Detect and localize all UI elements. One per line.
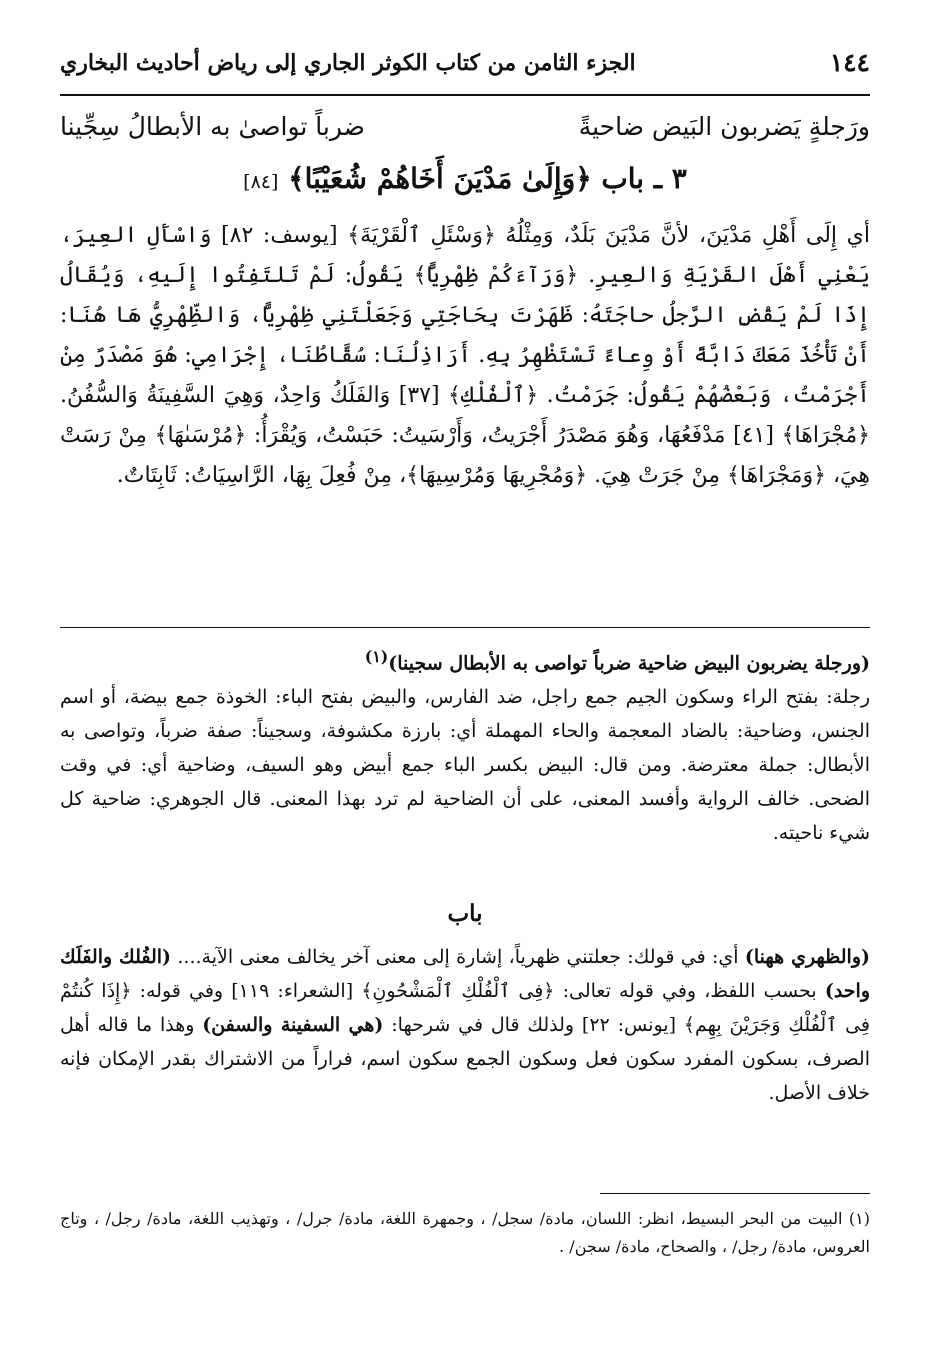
running-title: الجزء الثامن من كتاب الكوثر الجاري إلى رياض أحاديث البخاري <box>60 50 636 76</box>
commentary-term: (والظهري ههنا) <box>744 946 870 968</box>
main-paragraph: أي إِلَى أَهْلِ مَدْيَنَ، لأنَّ مَدْيَنَ بَلَدٌ، وَمِثْلُهُ ﴿وَسْئَلِ ٱلْقَرْيَةَ﴾ [يوسف: ٨٢] وَاسْأَلِ العِيرَ، يَعْنِي أَهْلَ القَرْيَةِ وَالعِيرِ. ﴿وَرَآءَكُمْ ظِهْرِيًّا﴾ يَقُولُ: لَمْ تَلتَفِتُوا إِلَيهِ، وَيُقَالُ إِذَا لَمْ يَقْضِ الرَّجلُ حاجَتَهُ: ظَهَرْتَ بِحَاجَتِي وَجَعَلْتَنِي ظِهْرِيًّا، وَالظِّهْرِيُّ هَا هُنَا: أَنْ تَأْخُذَ مَعَكَ دَابَّةً أَوْ وِعاءً تَسْتَظْهِرُ بِهِ. أَرَاذِلُنَا: سُقَّاطُنَا، إِجْرَامِي: هُوَ مَصْدَرٌ مِنْ أَجْرَمْتُ، وَبَعْضُهُمْ يَقُولُ: جَرَمْتُ. ﴿ٱلْفُلْكِ﴾ [٣٧] وَالفَلَكُ وَاحِدٌ، وَهِيَ السَّفِينَةُ وَالسُّفُنُ. ﴿مُجْرَاهَا﴾ [٤١] مَدْفَعُهَا، وَهُوَ مَصْدَرُ أَجْرَيتُ، وَأَرْسَيتُ: حَبَسْتُ، وَيُقْرَأُ: ﴿مُرْسَىٰهَا﴾ مِنْ رَسَتْ هِيَ، ﴿وَمَجْرَاهَا﴾ مِنْ جَرَتْ هِيَ. ﴿وَمُجْرِيهَا وَمُرْسِيهَا﴾، مِنْ فُعِلَ بِهَا، الرَّاسِيَاتُ: ثَابِتَاتٌ. <box>60 223 871 488</box>
chapter-title: ٣ ـ باب ﴿وَإِلَىٰ مَدْيَنَ أَخَاهُمْ شُعَيْبًا﴾ <box>288 162 687 195</box>
poem-hemistich-second: ضرباً تواصىٰ به الأبطالُ سِجِّينا <box>60 112 365 141</box>
chapter-heading <box>60 162 870 208</box>
commentary-text: وهذا ما قاله أهل الصرف، بسكون المفرد سكون فعل وسكون الجمع سكون اسم، فراراً من الاشتراك بقدر الإمكان فإنه خلاف الأصل. <box>60 1014 870 1104</box>
commentary-title: (ورجلة يضربون البيض ضاحية ضرباً تواصى به الأبطال سجينا) <box>388 652 870 675</box>
bab-heading: باب <box>447 900 483 927</box>
footnote-rule <box>600 1193 870 1194</box>
commentary-text: بحسب اللفظ، وفي قوله تعالى: ﴿فِى ٱلْفُلْكِ ٱلْمَشْحُونِ﴾ [الشعراء: ١١٩] وفي قوله: ﴿إِذَا كُنتُمْ فِى ٱلْفُلْكِ وَجَرَيْنَ بِهِم﴾ [يونس: ٢٢] ولذلك قال في شرحها: <box>60 980 870 1036</box>
footnote-text: (١) البيت من البحر البسيط، انظر: اللسان، مادة/ سجل/ ، وجمهرة اللغة، مادة/ جرل/ ، وتهذيب اللغة، مادة/ رجل/ ، وتاج العروس، مادة/ رجل/ ، والصحاح، مادة/ سجن/ . <box>60 1209 870 1256</box>
main-hadith-text <box>60 216 870 496</box>
commentary-section <box>60 640 870 850</box>
poem-verse <box>60 112 870 152</box>
page-number: ١٤٤ <box>829 48 870 77</box>
commentary-paragraph: رجلة: بفتح الراء وسكون الجيم جمع راجل، ضد الفارس، والبيض بفتح الباء: الخوذة جمع بيضة، أو اسم الجنس، وضاحية: بالضاد المعجمة والحاء المهملة أي: بارزة مكشوفة، وسجيناً: صفة ضرباً، وتواصى به الأبطال: جملة معترضة. ومن قال: البيض بكسر الباء جمع أبيض وهو السيف، وضاحية أي: في وقت الضحى. خالف الرواية وأفسد المعنى، على أن الضاحية لم ترد بهذا المعنى. قال الجوهري: ضاحية كل شيء ناحيته. <box>60 686 870 845</box>
commentary-paragraph-2 <box>60 940 870 1110</box>
footnote-marker: (١) <box>364 647 389 666</box>
footnote-section <box>60 1205 870 1261</box>
poem-hemistich-first: ورَجلةٍ يَضربون البَيض ضاحيةً <box>578 112 870 141</box>
section-divider <box>60 627 870 628</box>
chapter-verse-ref: [٨٤] <box>243 171 279 193</box>
commentary-text: أي: في قولك: جعلتني ظهرياً، إشارة إلى معنى آخر يخالف معنى الآية.... <box>171 946 745 968</box>
commentary-term: (هي السفينة والسفن) <box>202 1014 384 1036</box>
page-header <box>60 44 870 96</box>
commentary-term: (الفُلك والفَلَك واحد) <box>60 946 870 1002</box>
commentary-section-2 <box>60 940 870 1110</box>
